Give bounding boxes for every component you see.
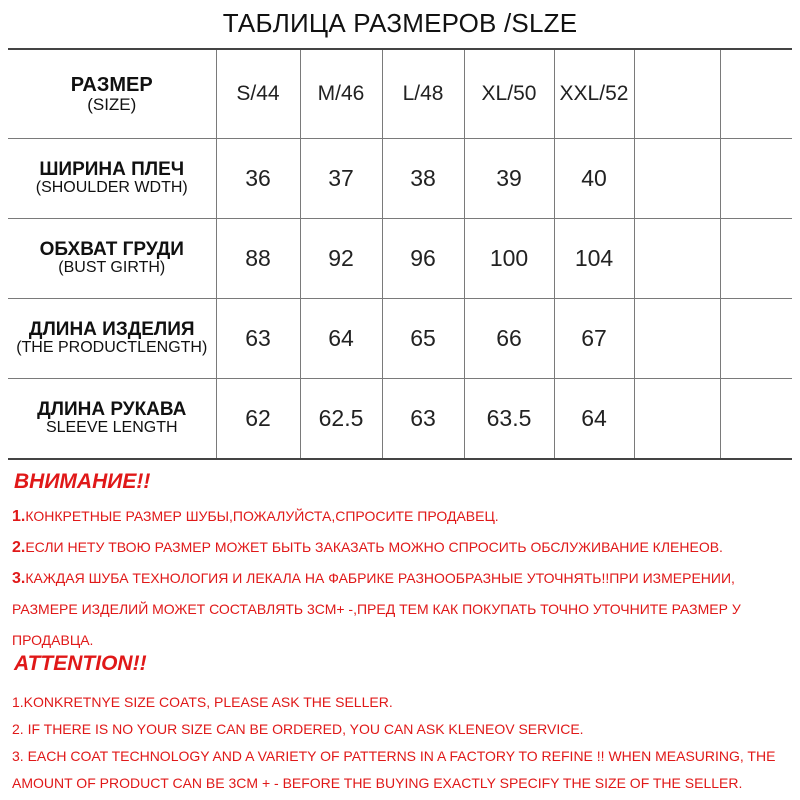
value-cell-empty [720, 139, 792, 219]
value-cell [464, 219, 554, 299]
notice-text: КАЖДАЯ ШУБА ТЕХНОЛОГИЯ И ЛЕКАЛА НА ФАБРИКЕ РАЗНООБРАЗНЫЕ УТОЧНЯТЬ!!ПРИ ИЗМЕРЕНИИ, РАЗМЕРЕ ИЗДЕЛИЙ МОЖЕТ СОСТАВЛЯТЬ 3СМ+ -,ПРЕД ТЕМ КАК ПОКУПАТЬ ТОЧНО УТОЧНИТЕ РАЗМЕР У ПРОДАВЦА. [12, 570, 741, 648]
table-row-sleeve-length [8, 379, 792, 460]
table-header-row [8, 49, 792, 139]
attention-title-en: ATTENTION!! [14, 652, 147, 675]
attention-title-ru: ВНИМАНИЕ!! [14, 470, 151, 493]
row-label-cell [8, 139, 216, 219]
value-cell [216, 219, 300, 299]
notice-number: 3. [12, 570, 26, 587]
value-cell [382, 139, 464, 219]
value-cell-empty [720, 219, 792, 299]
value-cell [382, 299, 464, 379]
row-label-cell [8, 299, 216, 379]
size-name: L/48 [402, 82, 444, 105]
table-row-bust-girth [8, 219, 792, 299]
measurement-value: 62 [245, 405, 271, 431]
header-label-cell [8, 49, 216, 139]
value-cell [382, 219, 464, 299]
measurement-value: 64 [328, 325, 354, 351]
notice-text: ЕСЛИ НЕТУ ТВОЮ РАЗМЕР МОЖЕТ БЫТЬ ЗАКАЗАТЬ МОЖНО СПРОСИТЬ ОБСЛУЖИВАНИЕ КЛЕНЕОВ. [25, 539, 723, 555]
row-label-ru: ШИРИНА ПЛЕЧ [39, 159, 185, 181]
size-header-cell [554, 49, 634, 139]
notice-ru-item [12, 563, 792, 656]
value-cell [382, 379, 464, 460]
measurement-value: 36 [245, 165, 271, 191]
row-label-cell [8, 219, 216, 299]
value-cell-empty [634, 219, 720, 299]
measurement-value: 63 [410, 405, 436, 431]
measurement-value: 40 [581, 165, 607, 191]
measurement-value: 63 [245, 325, 271, 351]
notice-en-item: 3. EACH COAT TECHNOLOGY AND A VARIETY OF PATTERNS IN A FACTORY TO REFINE !! WHEN MEASURING, THE AMOUNT OF PRODUCT CAN BE 3CM + - BEFORE THE BUYING EXACTLY SPECIFY THE SIZE OF THE SELLER. [12, 748, 776, 791]
row-label-en: SLEEVE LENGTH [45, 419, 178, 437]
measurement-value: 96 [410, 245, 436, 271]
measurement-value: 63.5 [486, 405, 532, 431]
value-cell [554, 219, 634, 299]
value-cell-empty [720, 299, 792, 379]
size-header-cell-empty [720, 49, 792, 139]
measurement-value: 39 [496, 165, 522, 191]
notice-number: 1. [12, 508, 26, 525]
measurement-value: 37 [328, 165, 354, 191]
value-cell [300, 139, 382, 219]
row-label-cell [8, 379, 216, 460]
size-header-cell [300, 49, 382, 139]
measurement-value: 92 [328, 245, 354, 271]
measurement-value: 62.5 [318, 405, 364, 431]
value-cell-empty [720, 379, 792, 460]
row-label-ru: ДЛИНА РУКАВА [37, 399, 187, 421]
measurement-value: 38 [410, 165, 436, 191]
notice-en-item: 1.KONKRETNYE SIZE COATS, PLEASE ASK THE SELLER. [12, 694, 393, 710]
size-name: XL/50 [481, 82, 537, 105]
size-chart-table [8, 48, 792, 460]
notice-number: 2. [12, 539, 26, 556]
value-cell-empty [634, 139, 720, 219]
value-cell [554, 379, 634, 460]
page-title: ТАБЛИЦА РАЗМЕРОВ /SLZE [222, 8, 578, 38]
measurement-value: 66 [496, 325, 522, 351]
value-cell-empty [634, 299, 720, 379]
value-cell-empty [634, 379, 720, 460]
value-cell [464, 299, 554, 379]
measurement-value: 65 [410, 325, 436, 351]
value-cell [216, 299, 300, 379]
size-header-cell [464, 49, 554, 139]
value-cell [300, 379, 382, 460]
size-name: M/46 [317, 82, 365, 105]
measurement-value: 64 [581, 405, 607, 431]
measurement-value: 104 [574, 245, 614, 271]
size-header-cell-empty [634, 49, 720, 139]
table-row-product-length [8, 299, 792, 379]
notice-ru-item [12, 532, 792, 563]
size-header-cell [216, 49, 300, 139]
value-cell [300, 219, 382, 299]
value-cell [216, 139, 300, 219]
row-label-en: (BUST GIRTH) [58, 259, 166, 277]
notice-text: КОНКРЕТНЫЕ РАЗМЕР ШУБЫ,ПОЖАЛУЙСТА,СПРОСИТЕ ПРОДАВЕЦ. [25, 508, 499, 524]
size-name: S/44 [236, 82, 280, 105]
value-cell [464, 139, 554, 219]
value-cell [554, 299, 634, 379]
size-header-cell [382, 49, 464, 139]
row-label-en: (SHOULDER WDTH) [35, 179, 188, 197]
value-cell [216, 379, 300, 460]
row-label-en: (THE PRODUCTLENGTH) [16, 339, 208, 357]
size-label-ru: РАЗМЕР [70, 73, 153, 96]
size-label-en: (SIZE) [87, 94, 137, 114]
row-label-ru: ДЛИНА ИЗДЕЛИЯ [28, 319, 195, 341]
size-name: XXL/52 [559, 82, 629, 105]
value-cell [300, 299, 382, 379]
measurement-value: 67 [581, 325, 607, 351]
notice-ru-item [12, 501, 792, 532]
value-cell [554, 139, 634, 219]
notice-en-item: 2. IF THERE IS NO YOUR SIZE CAN BE ORDERED, YOU CAN ASK KLENEOV SERVICE. [12, 721, 584, 737]
measurement-value: 88 [245, 245, 271, 271]
table-row-shoulder-width [8, 139, 792, 219]
value-cell [464, 379, 554, 460]
row-label-ru: ОБХВАТ ГРУДИ [39, 239, 184, 261]
measurement-value: 100 [489, 245, 529, 271]
